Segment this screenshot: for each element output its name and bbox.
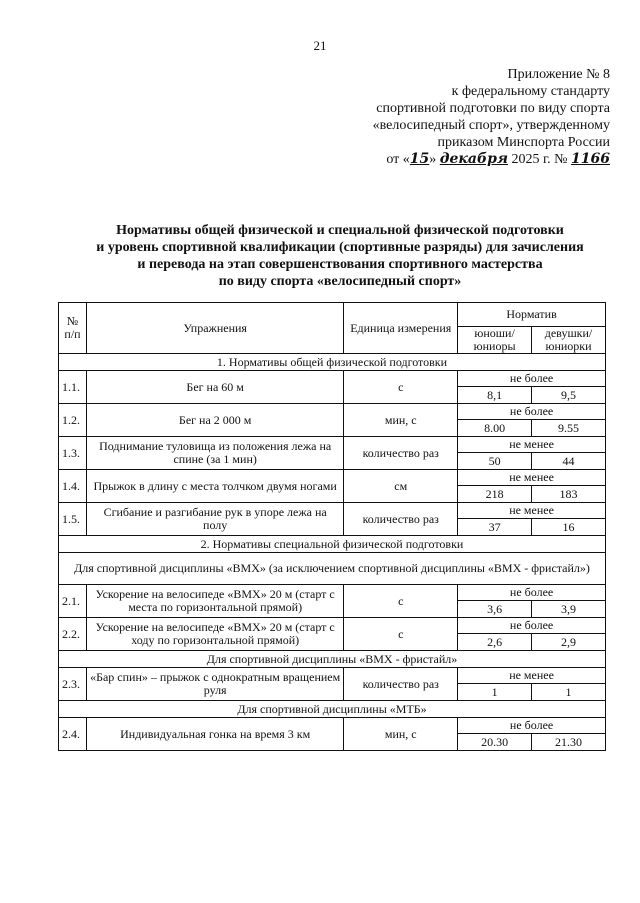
row-exercise: «Бар спин» – прыжок с однократным вращением руля bbox=[86, 668, 343, 701]
subsection-header: Для спортивной дисциплины «МТБ» bbox=[59, 701, 606, 718]
header-boys: юноши/ юниоры bbox=[458, 327, 532, 354]
row-boys: 3,6 bbox=[458, 601, 532, 618]
row-num: 2.3. bbox=[59, 668, 87, 701]
date-prefix: от « bbox=[386, 152, 410, 167]
row-exercise: Прыжок в длину с места толчком двумя ногами bbox=[86, 470, 343, 503]
row-boys: 218 bbox=[458, 486, 532, 503]
row-norm-label: не менее bbox=[458, 668, 606, 684]
norms-table bbox=[58, 302, 606, 751]
section-header: 1. Нормативы общей физической подготовки bbox=[59, 354, 606, 371]
appendix-line: приказом Минспорта России bbox=[437, 135, 610, 150]
row-num: 1.4. bbox=[59, 470, 87, 503]
row-norm-label: не менее bbox=[458, 503, 606, 519]
row-norm-label: не более bbox=[458, 585, 606, 601]
row-exercise: Поднимание туловища из положения лежа на спине (за 1 мин) bbox=[86, 437, 343, 470]
row-num: 2.2. bbox=[59, 618, 87, 651]
title-line: по виду спорта «велосипедный спорт» bbox=[218, 274, 462, 289]
row-girls: 9.55 bbox=[532, 420, 606, 437]
row-boys: 8.00 bbox=[458, 420, 532, 437]
row-norm-label: не более bbox=[458, 718, 606, 734]
row-girls: 9,5 bbox=[532, 387, 606, 404]
row-num: 1.5. bbox=[59, 503, 87, 536]
row-num: 1.2. bbox=[59, 404, 87, 437]
header-num: № п/п bbox=[59, 303, 87, 354]
row-exercise: Бег на 60 м bbox=[86, 371, 343, 404]
title-line: и уровень спортивной квалификации (спортивные разряды) для зачисления bbox=[96, 240, 584, 255]
header-unit: Единица измерения bbox=[344, 303, 458, 354]
row-unit: с bbox=[344, 618, 458, 651]
row-girls: 44 bbox=[532, 453, 606, 470]
appendix-line: спортивной подготовки по виду спорта bbox=[376, 101, 610, 116]
row-norm-label: не более bbox=[458, 404, 606, 420]
header-exercise: Упражнения bbox=[86, 303, 343, 354]
row-norm-label: не менее bbox=[458, 437, 606, 453]
page-number: 21 bbox=[313, 38, 327, 53]
row-unit: с bbox=[344, 371, 458, 404]
date-month: декабря bbox=[439, 151, 508, 167]
subsection-header: Для спортивной дисциплины «BMX» (за исключением спортивной дисциплины «BMX - фристайл») bbox=[59, 553, 606, 585]
row-exercise: Бег на 2 000 м bbox=[86, 404, 343, 437]
row-unit: мин, с bbox=[344, 718, 458, 751]
appendix-line: Приложение № 8 bbox=[507, 67, 610, 82]
row-num: 1.3. bbox=[59, 437, 87, 470]
row-boys: 2,6 bbox=[458, 634, 532, 651]
row-girls: 16 bbox=[532, 519, 606, 536]
row-unit: количество раз bbox=[344, 437, 458, 470]
row-girls: 2,9 bbox=[532, 634, 606, 651]
row-girls: 1 bbox=[532, 684, 606, 701]
row-exercise: Ускорение на велосипеде «BMX» 20 м (старт с ходу по горизонтальной прямой) bbox=[86, 618, 343, 651]
header-norm: Норматив bbox=[458, 303, 606, 327]
row-boys: 8,1 bbox=[458, 387, 532, 404]
row-girls: 183 bbox=[532, 486, 606, 503]
row-num: 2.4. bbox=[59, 718, 87, 751]
row-num: 2.1. bbox=[59, 585, 87, 618]
row-norm-label: не более bbox=[458, 618, 606, 634]
row-girls: 21.30 bbox=[532, 734, 606, 751]
appendix-line: «велосипедный спорт», утвержденному bbox=[372, 118, 610, 133]
section-header: 2. Нормативы специальной физической подготовки bbox=[59, 536, 606, 553]
date-day: 15 bbox=[409, 151, 430, 167]
row-exercise: Индивидуальная гонка на время 3 км bbox=[86, 718, 343, 751]
document-title bbox=[40, 222, 640, 290]
row-norm-label: не более bbox=[458, 371, 606, 387]
row-unit: количество раз bbox=[344, 668, 458, 701]
date-mid: » bbox=[429, 152, 437, 167]
row-unit: количество раз bbox=[344, 503, 458, 536]
title-line: и перевода на этап совершенствования спортивного мастерства bbox=[137, 257, 543, 272]
row-boys: 37 bbox=[458, 519, 532, 536]
row-girls: 3,9 bbox=[532, 601, 606, 618]
row-boys: 50 bbox=[458, 453, 532, 470]
row-boys: 20.30 bbox=[458, 734, 532, 751]
row-norm-label: не менее bbox=[458, 470, 606, 486]
row-boys: 1 bbox=[458, 684, 532, 701]
row-exercise: Сгибание и разгибание рук в упоре лежа на полу bbox=[86, 503, 343, 536]
row-exercise: Ускорение на велосипеде «BMX» 20 м (старт с места по горизонтальной прямой) bbox=[86, 585, 343, 618]
header-girls: девушки/ юниорки bbox=[532, 327, 606, 354]
row-num: 1.1. bbox=[59, 371, 87, 404]
date-year: 2025 г. № bbox=[511, 152, 568, 167]
row-unit: мин, с bbox=[344, 404, 458, 437]
appendix-block bbox=[330, 66, 610, 168]
subsection-header: Для спортивной дисциплины «BMX - фристайл» bbox=[59, 651, 606, 668]
title-line: Нормативы общей физической и специальной физической подготовки bbox=[116, 223, 564, 238]
row-unit: см bbox=[344, 470, 458, 503]
appendix-date-line bbox=[330, 151, 610, 168]
appendix-line: к федеральному стандарту bbox=[451, 84, 610, 99]
row-unit: с bbox=[344, 585, 458, 618]
order-number: 1166 bbox=[571, 151, 610, 167]
